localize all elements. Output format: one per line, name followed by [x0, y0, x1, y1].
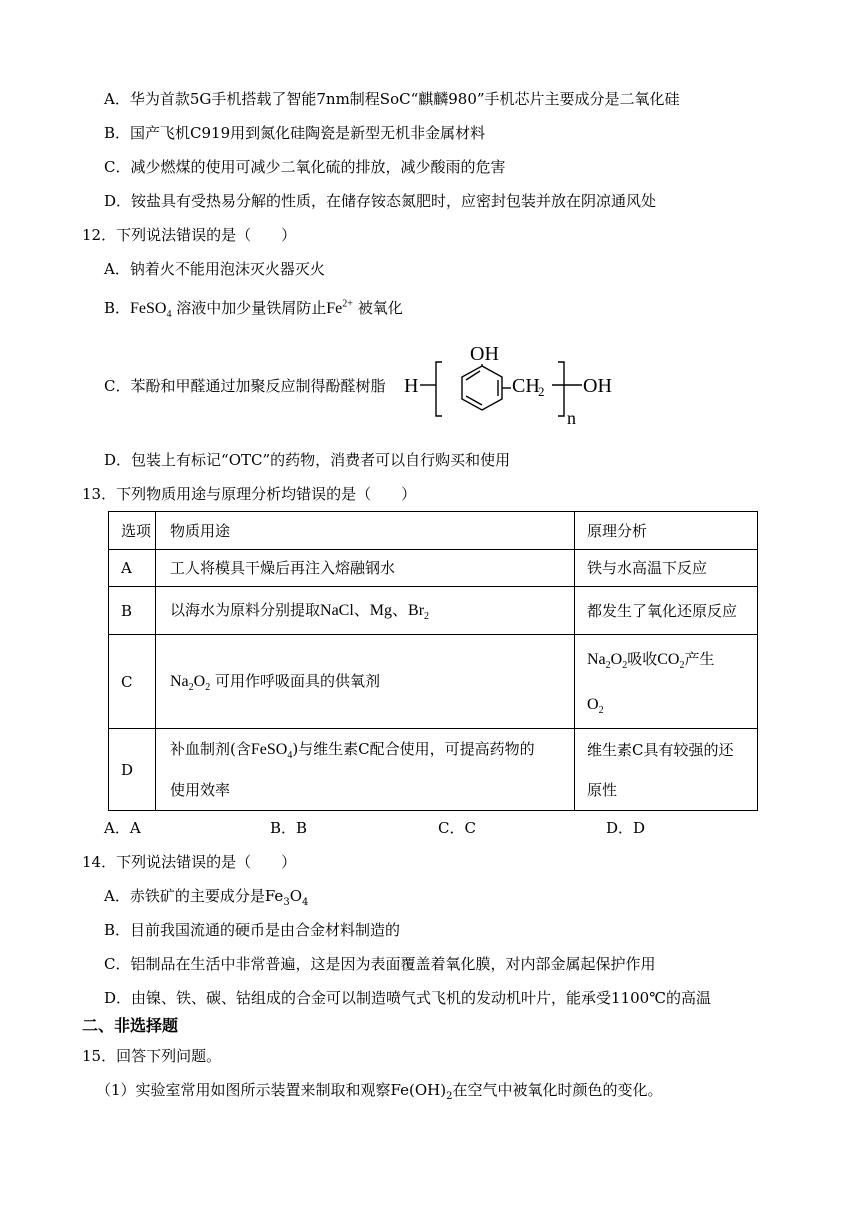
- table-row: C $Na_2O_2$ 可用作呼吸面具的供氧剂 $Na_2O_2$吸收$CO_2$产生 $O_2$: [109, 635, 758, 729]
- q12-option-b: B．FeSO$_4$ 溶液中加少量铁屑防止$Fe^{2+}$ 被氧化: [104, 298, 403, 321]
- q11-option-c: C．减少燃煤的使用可减少二氧化硫的排放，减少酸雨的危害: [104, 158, 506, 176]
- q14-option-b: B．目前我国流通的硬币是由合金材料制造的: [104, 921, 401, 939]
- q11-option-b: B．国产飞机C919用到氮化硅陶瓷是新型无机非金属材料: [104, 124, 486, 142]
- q14-option-d: D．由镍、铁、碳、钴组成的合金可以制造喷气式飞机的发动机叶片，能承受1100℃的高温: [104, 989, 711, 1007]
- struct-h: H: [404, 375, 419, 397]
- q15-stem: 15．回答下列问题。: [82, 1047, 222, 1065]
- q12-option-a: A．钠着火不能用泡沫灭火器灭火: [104, 260, 325, 278]
- phenolic-resin-structure: [400, 340, 620, 430]
- struct-oh-end: OH: [583, 375, 612, 397]
- q12-stem: 12．下列说法错误的是（ ）: [82, 226, 297, 244]
- q13-answer-c: C．C: [438, 819, 476, 837]
- table-row: B 以海水为原料分别提取NaCl、Mg、$Br_2$ 都发生了氧化还原反应: [109, 587, 758, 635]
- q13-stem: 13．下列物质用途与原理分析均错误的是（ ）: [82, 485, 417, 503]
- q13-answer-b: B．B: [270, 819, 308, 837]
- table-header-use: 物质用途: [156, 512, 575, 550]
- q14-option-c: C．铝制品在生活中非常普遍，这是因为表面覆盖着氧化膜，对内部金属起保护作用: [104, 955, 656, 973]
- q13-answer-a: A．A: [104, 819, 141, 837]
- struct-ch2-sub: 2: [538, 384, 545, 399]
- struct-n: n: [567, 408, 576, 428]
- q12-option-c: C．苯酚和甲醛通过加聚反应制得酚醛树脂: [104, 377, 386, 395]
- struct-oh-top: OH: [470, 343, 499, 365]
- q12-option-d: D．包装上有标记“OTC”的药物，消费者可以自行购买和使用: [104, 451, 511, 469]
- struct-ch2: CH: [512, 375, 540, 397]
- section-heading: 二、非选择题: [82, 1016, 179, 1035]
- q15-subquestion-1: （1）实验室常用如图所示装置来制取和观察$Fe(OH)_2$在空气中被氧化时颜色的变化。: [96, 1081, 663, 1102]
- q11-option-d: D．铵盐具有受热易分解的性质，在储存铵态氮肥时，应密封包装并放在阴凉通风处: [104, 192, 657, 210]
- q13-answer-d: D．D: [606, 819, 646, 837]
- q14-stem: 14．下列说法错误的是（ ）: [82, 853, 297, 871]
- q13-table: [108, 511, 758, 811]
- q14-option-a: A．赤铁矿的主要成分是$Fe_3O_4$: [104, 887, 309, 908]
- table-header-option: 选项: [109, 512, 156, 550]
- table-row: A 工人将模具干燥后再注入熔融钢水 铁与水高温下反应: [109, 550, 758, 587]
- table-row: D 补血制剂(含FeSO$_4$)与维生素C配合使用，可提高药物的 使用效率 维生素C具有较强的还 原性: [109, 729, 758, 811]
- q11-option-a: A．华为首款5G手机搭载了智能7nm制程SoC“麒麟980”手机芯片主要成分是二氧化硅: [104, 90, 680, 108]
- table-header-reason: 原理分析: [575, 512, 758, 550]
